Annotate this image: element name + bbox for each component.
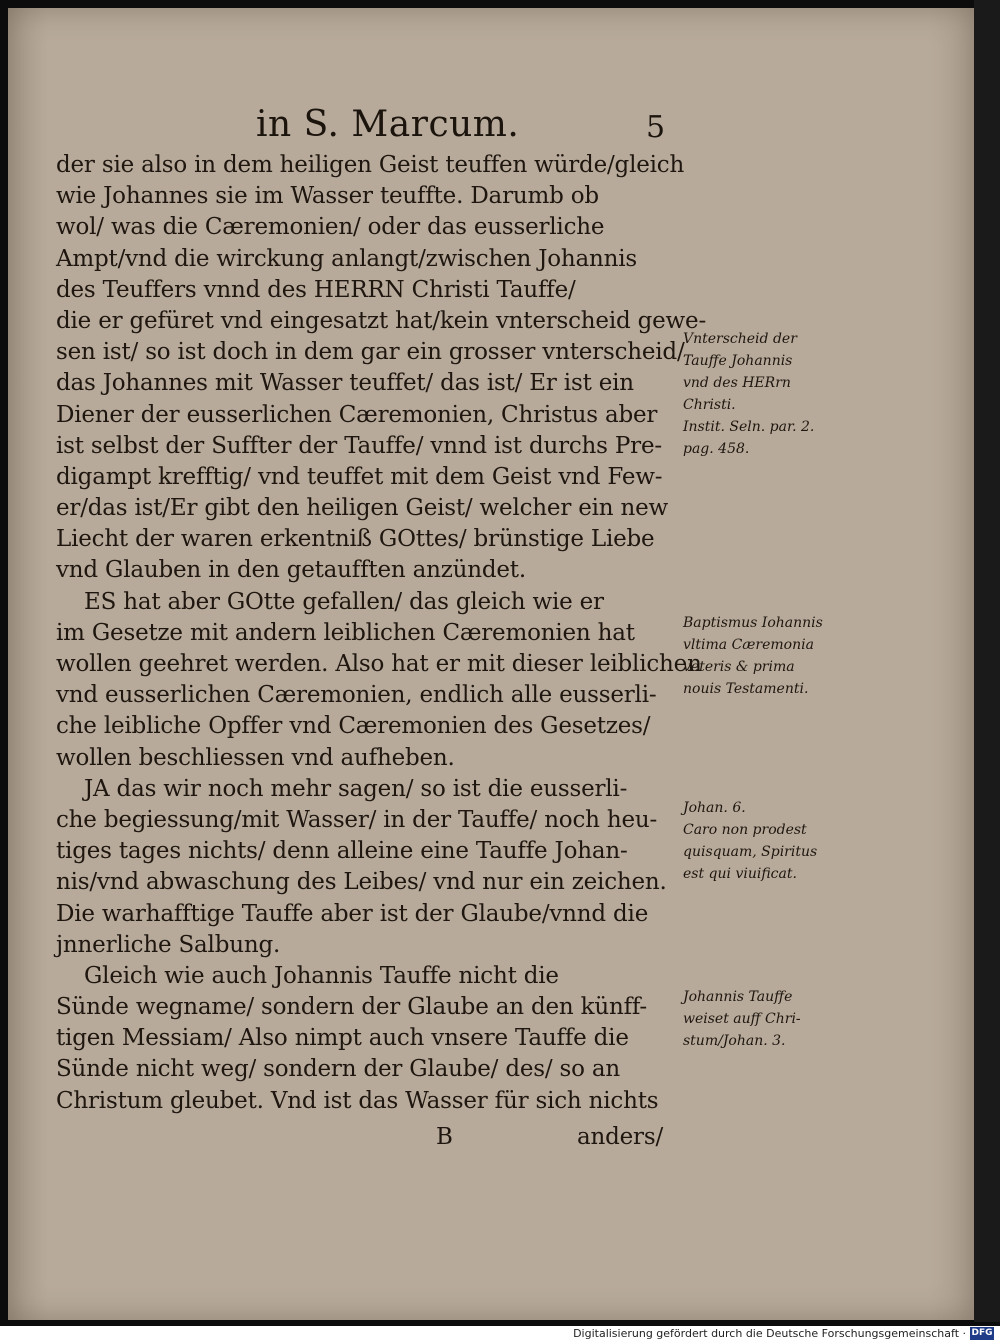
text-line: er/das ist/Er gibt den heiligen Geist/ welcher ein new [56,495,669,522]
text-line: sen ist/ so ist doch in dem gar ein grosser vnterscheid/ [56,339,685,366]
text-line: wie Johannes sie im Wasser teuffte. Darumb ob [56,183,599,210]
marginal-line: Johannis Tauffe [683,989,793,1005]
marginal-line: veteris & prima [683,659,795,675]
text-line: digampt krefftig/ vnd teuffet mit dem Geist vnd Few- [56,463,663,490]
text-line: wol/ was die Cæremonien/ oder das eusserliche [56,214,605,241]
marginal-line: pag. 458. [683,441,750,457]
running-head: in S. Marcum. [256,104,520,145]
text-line: Diener der eusserlichen Cæremonien, Christus aber [56,401,658,428]
paragraph-start-line: ES hat aber GOtte gefallen/ das gleich wie er [84,588,604,615]
marginal-line: vnd des HERrn [683,375,791,391]
text-line: tigen Messiam/ Also nimpt auch vnsere Tauffe die [56,1025,629,1052]
page-number: 5 [646,110,666,145]
scan-edge [974,0,1000,1322]
text-line: das Johannes mit Wasser teuffet/ das ist/ Er ist ein [56,370,634,397]
text-line: im Gesetze mit andern leiblichen Cæremonien hat [56,619,635,646]
footer-bar [0,1326,1000,1343]
marginal-line: Vnterscheid der [683,331,797,347]
marginal-line: Johan. 6. [683,800,746,816]
paragraph-start-line: JA das wir noch mehr sagen/ so ist die eusserli- [84,775,628,802]
signature-mark: B [436,1123,453,1150]
marginal-line: Baptismus Iohannis [683,615,823,631]
text-line: Christum gleubet. Vnd ist das Wasser für sich nichts [56,1087,659,1114]
text-line: des Teuffers vnnd des HERRN Christi Tauffe/ [56,276,576,303]
text-line: Sünde wegname/ sondern der Glaube an den künff- [56,994,647,1021]
marginal-note-2 [683,612,858,700]
text-line: che begiessung/mit Wasser/ in der Tauffe/ noch heu- [56,806,658,833]
text-line: che leibliche Opffer vnd Cæremonien des Gesetzes/ [56,713,651,740]
text-line: die er gefüret vnd eingesatzt hat/kein vnterscheid gewe- [56,307,707,334]
marginal-line: vltima Cæremonia [683,637,814,653]
marginal-line: Tauffe Johannis [683,353,793,369]
marginal-line: stum/Johan. 3. [683,1033,786,1049]
marginal-line: weiset auff Chri- [683,1011,801,1027]
marginal-line: est qui viuificat. [683,866,797,882]
text-line: wollen geehret werden. Also hat er mit dieser leiblichen [56,651,702,677]
marginal-note-3 [683,797,858,885]
text-line: tiges tages nichts/ denn alleine eine Tauffe Johan- [56,838,628,865]
text-line: Sünde nicht weg/ sondern der Glaube/ des/ so an [56,1056,621,1083]
text-line: wollen beschliessen vnd aufheben. [56,744,455,771]
text-line: jnnerliche Salbung. [56,931,281,958]
marginal-line: Instit. Seln. par. 2. [683,419,815,435]
catchword: anders/ [577,1123,664,1150]
marginal-note-4 [683,986,858,1052]
text-line: Ampt/vnd die wirckung anlangt/zwischen Johannis [56,245,637,272]
signature-line [56,1117,676,1157]
text-line: Die warhafftige Tauffe aber ist der Glaube/vnnd die [56,900,649,927]
marginal-line: nouis Testamenti. [683,681,809,697]
marginal-line: quisquam, Spiritus [683,844,818,860]
text-line: der sie also in dem heiligen Geist teuffen würde/gleich [56,152,685,178]
text-line: Liecht der waren erkentniß GOttes/ brünstige Liebe [56,526,655,553]
marginal-note-1 [683,328,858,460]
body-text [56,150,707,1157]
text-line: nis/vnd abwaschung des Leibes/ vnd nur ein zeichen. [56,869,667,896]
marginal-line: Christi. [683,397,736,413]
text-line: ist selbst der Suffter der Tauffe/ vnnd ist durchs Pre- [56,432,662,459]
text-line: vnd eusserlichen Cæremonien, endlich alle eusserli- [56,682,657,709]
text-line: vnd Glauben in den getaufften anzündet. [56,557,526,584]
paragraph-start-line: Gleich wie auch Johannis Tauffe nicht die [84,962,559,989]
dfg-logo: DFG [971,1328,993,1338]
funding-credit: Digitalisierung gefördert durch die Deutsche Forschungsgemeinschaft · [573,1327,966,1340]
page-header [0,102,1000,152]
marginal-line: Caro non prodest [683,822,807,838]
